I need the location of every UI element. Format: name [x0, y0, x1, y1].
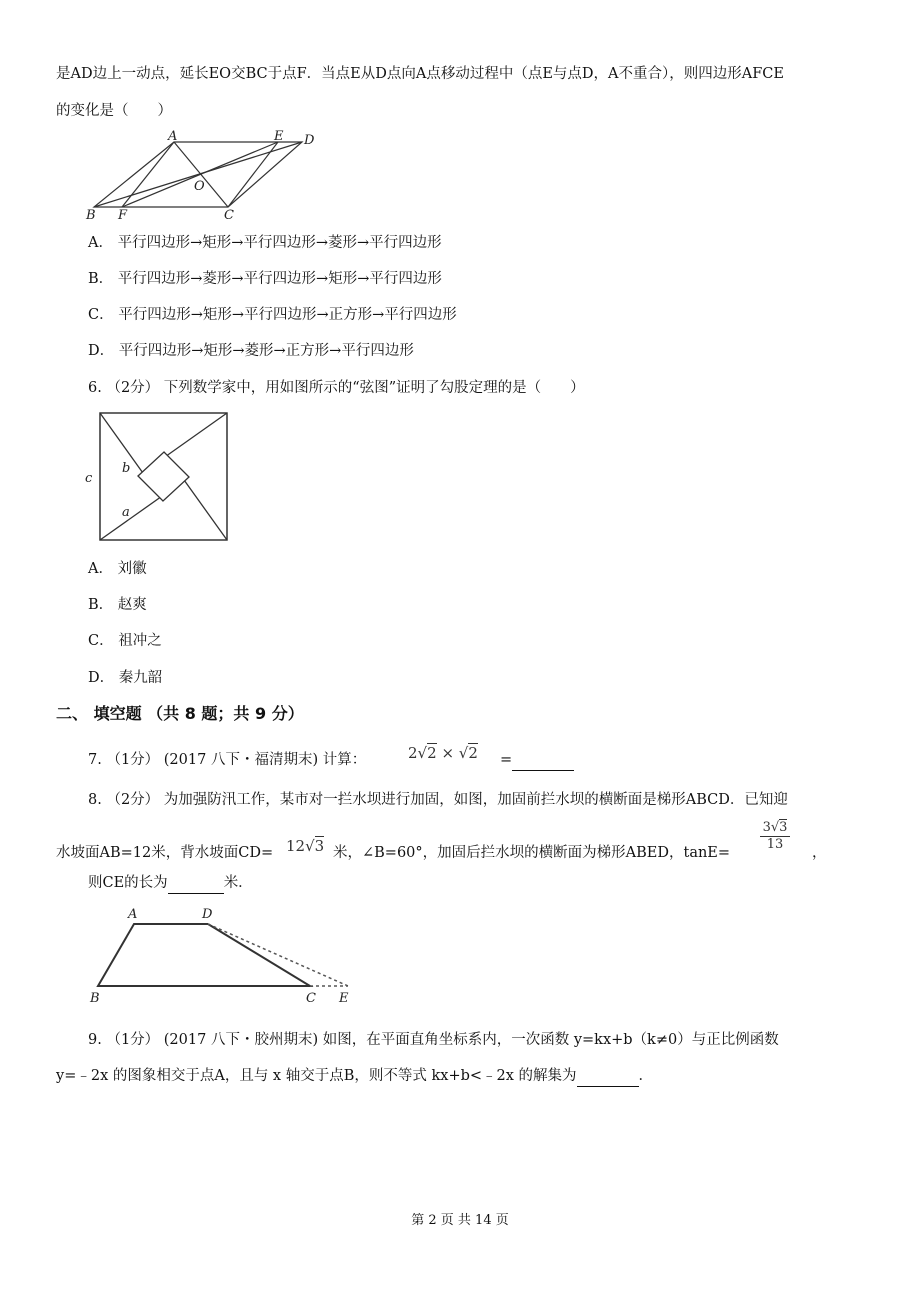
q8-tan-numerator	[760, 820, 790, 837]
q6-option-b[interactable]: B． 赵爽	[88, 597, 147, 613]
inner-square	[138, 452, 189, 501]
q6-option-c[interactable]: C． 祖冲之	[88, 633, 162, 649]
q9-line2-a: y=﹣2x 的图象相交于点A，且与 x 轴交于点B，则不等式 kx+b<﹣2x 的解集为	[56, 1068, 577, 1084]
q8-cd-rad: 3	[314, 837, 325, 855]
q6-option-a[interactable]: A． 刘徽	[88, 561, 147, 577]
sqrt-icon: √	[417, 744, 428, 762]
q5-stem-line2: 的变化是（ ）	[56, 103, 172, 119]
label-f: F	[118, 208, 128, 223]
q8-line1: 8. （2分） 为加强防汛工作，某市对一拦水坝进行加固，如图，加固前拦水坝的横断面是梯形ABCD．已知迎	[88, 792, 788, 808]
segment-ef	[122, 142, 278, 207]
segment-af	[122, 142, 174, 207]
sqrt-icon: √	[458, 744, 469, 762]
label-c: C	[224, 208, 234, 223]
q8-line2-b: 米，∠B=60°，加固后拦水坝的横断面为梯形ABED，tanE=	[333, 845, 731, 861]
q5-stem-line1: 是AD边上一动点，延长EO交BC于点F．当点E从D点向A点移动过程中（点E与点D，A不重合），则四边形AFCE	[56, 66, 784, 82]
q6-stem: 6. （2分） 下列数学家中，用如图所示的“弦图”证明了勾股定理的是（ ）	[88, 380, 585, 396]
q7-answer	[500, 750, 574, 771]
label-b: B	[90, 991, 100, 1006]
q8-line2-a: 水坡面AB=12米，背水坡面CD=	[56, 845, 274, 861]
label-b: B	[86, 208, 96, 223]
q9-line2-b: ．	[638, 1068, 654, 1084]
sqrt-icon: √	[305, 837, 315, 855]
q8-trapezoid-figure	[86, 904, 366, 1010]
q8-tan-denominator: 13	[766, 837, 784, 852]
q8-line3-a: 则CE的长为	[88, 875, 168, 891]
q8-blank[interactable]	[168, 873, 224, 894]
section-2-title: 二、 填空题 （共 8 题；共 9 分）	[56, 704, 304, 723]
q9-line1: 9. （1分） (2017 八下・胶州期末) 如图，在平面直角坐标系内，一次函数 y=kx+b（k≠0）与正比例函数	[88, 1032, 779, 1048]
q7-rad2: 2	[468, 744, 478, 762]
q8-line3-b: 米．	[223, 875, 253, 891]
label-a: a	[122, 505, 130, 520]
q5-option-b[interactable]: B． 平行四边形→菱形→平行四边形→矩形→平行四边形	[88, 271, 442, 287]
label-d: D	[304, 133, 315, 148]
q5-option-d[interactable]: D． 平行四边形→矩形→菱形→正方形→平行四边形	[88, 343, 414, 359]
label-b: b	[122, 461, 131, 476]
q8-line3	[88, 873, 253, 894]
q8-cd-coef: 12	[286, 837, 306, 855]
label-e: E	[339, 991, 349, 1006]
q9-line2	[56, 1066, 653, 1087]
q6-option-d[interactable]: D． 秦九韶	[88, 670, 163, 686]
q7-blank[interactable]	[512, 750, 574, 771]
q8-tan-num-coef: 3	[762, 820, 771, 835]
q5-option-a[interactable]: A． 平行四边形→矩形→平行四边形→菱形→平行四边形	[88, 235, 442, 251]
label-e: E	[274, 129, 284, 144]
q7-coef: 2	[408, 744, 418, 762]
q7-rad1: 2	[427, 744, 437, 762]
segment-de	[208, 924, 348, 986]
segment-ec	[228, 142, 278, 207]
q7-times: ×	[441, 744, 455, 762]
label-c: c	[85, 471, 93, 486]
trapezoid-abcd	[98, 924, 310, 986]
q7-equals: =	[500, 752, 513, 768]
q7-expression	[408, 744, 478, 762]
q6-xian-figure	[80, 408, 240, 548]
label-a: A	[128, 907, 138, 922]
q8-cd-value	[286, 837, 324, 855]
label-a: A	[168, 129, 178, 144]
q5-parallelogram-figure	[82, 128, 322, 223]
q5-option-c[interactable]: C． 平行四边形→矩形→平行四边形→正方形→平行四边形	[88, 307, 457, 323]
q9-blank[interactable]	[577, 1066, 639, 1087]
q8-line2-c: ，	[812, 845, 827, 861]
label-c: C	[306, 991, 316, 1006]
page-footer: 第 2 页 共 14 页	[411, 1213, 509, 1228]
sqrt-icon: √	[770, 820, 780, 835]
q7-prefix: 7. （1分） (2017 八下・福清期末) 计算：	[88, 752, 367, 768]
q8-tan-fraction	[760, 820, 790, 853]
label-o: O	[194, 179, 205, 194]
q8-tan-num-rad: 3	[779, 820, 788, 835]
label-d: D	[202, 907, 213, 922]
